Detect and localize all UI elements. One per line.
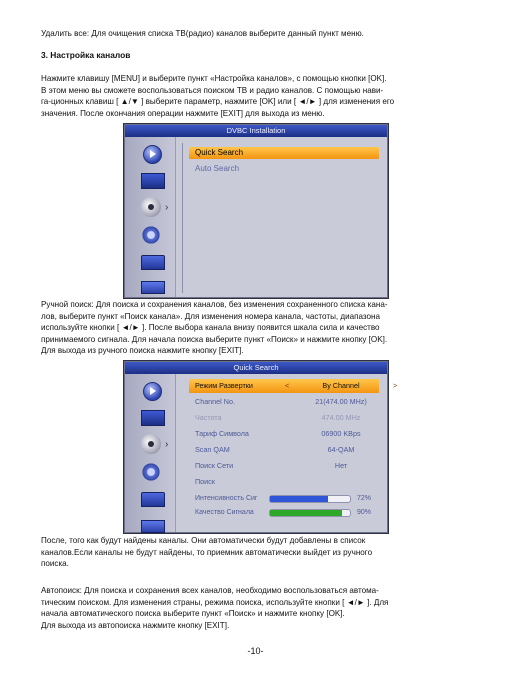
page-number: -10- xyxy=(247,646,264,656)
text-line: Ручной поиск: Для поиска и сохранения каналов, без изменения сохраненного списка кана- xyxy=(41,300,388,309)
row-scan-mode[interactable] xyxy=(189,379,398,393)
signal-quality-bar xyxy=(269,509,351,517)
menu-item-auto-search[interactable]: Auto Search xyxy=(195,164,240,173)
text-line: Автопоиск: Для поиска и сохранения всех каналов, необходимо воспользоваться автома- xyxy=(41,586,379,595)
text-line: Нажмите клавишу [MENU] и выберите пункт «Настройка каналов», с помощью кнопки [OK]. xyxy=(41,74,387,83)
row-label: Тариф Символа xyxy=(195,429,249,438)
menu-item-quick-search[interactable]: Quick Search xyxy=(189,147,379,159)
menu-icon-bar xyxy=(125,137,176,297)
row-value: 474.00 MHz xyxy=(321,413,361,422)
para-channel-setup xyxy=(41,73,477,119)
play-icon xyxy=(143,145,162,164)
screen-title: DVBC Installation xyxy=(125,125,387,137)
signal-strength-row xyxy=(189,492,379,505)
quick-search-screen xyxy=(124,361,398,533)
text-line: лов, выберите пункт «Поиск канала». Для изменения номера канала, частоты, диапазона xyxy=(41,311,381,321)
row-channel-no[interactable] xyxy=(189,395,379,409)
folder-icon xyxy=(141,492,165,507)
text-line: каналов.Если каналы не будут найдены, то приемник автоматически выйдет из ручного xyxy=(41,547,373,557)
play-icon xyxy=(143,382,162,401)
menu-icon-bar xyxy=(125,374,176,532)
storage-icon xyxy=(141,281,165,294)
signal-strength-fill xyxy=(270,496,328,502)
row-label: Channel No. xyxy=(195,397,235,406)
para-after-search xyxy=(41,535,477,570)
row-scan-qam[interactable] xyxy=(189,443,379,457)
section-heading: 3. Настройка каналов xyxy=(41,50,131,60)
text-line: В этом меню вы сможете воспользоваться поиском ТВ и радио каналов. С помощью нави- xyxy=(41,85,384,95)
text-line: Для выхода из ручного поиска нажмите кнопку [EXIT]. xyxy=(41,346,244,356)
text-line: принимаемого сигнала. Для начала поиска выберите пункт «Поиск» и нажмите кнопку [OK]. xyxy=(41,334,388,344)
row-label: Частота xyxy=(195,413,222,422)
text-line: га-ционных клавиш [ ▲/▼ ] выберите параметр, нажмите [OK] или [ ◄/► ] для изменения его xyxy=(41,97,395,107)
folder-icon xyxy=(141,255,165,270)
row-value: 21(474.00 MHz) xyxy=(315,397,367,406)
satellite-dish-icon xyxy=(141,434,161,454)
row-label: Поиск Сети xyxy=(195,461,234,470)
storage-icon xyxy=(141,520,165,533)
row-search[interactable] xyxy=(189,475,379,489)
text-line: значения. После окончания операции нажмите [EXIT] для выхода из меню. xyxy=(41,108,325,118)
row-value: Нет xyxy=(334,461,348,470)
gear-icon xyxy=(141,225,161,245)
row-label: Режим Развертки xyxy=(195,381,253,390)
row-value: By Channel xyxy=(322,381,360,390)
satellite-dish-icon xyxy=(141,197,161,217)
text-line: После, того как будут найдены каналы. Они автоматически будут добавлены в список xyxy=(41,536,366,545)
row-network-search[interactable] xyxy=(189,459,379,473)
dvbc-installation-screen xyxy=(124,124,388,298)
signal-strength-percent: 72% xyxy=(357,495,372,502)
monitor-icon xyxy=(141,173,165,189)
row-value: 64-QAM xyxy=(327,445,355,454)
signal-quality-label: Качество Сигнала xyxy=(195,509,254,516)
menu-list xyxy=(181,137,383,297)
text-line: поиска. xyxy=(41,559,69,569)
signal-quality-row xyxy=(189,506,379,519)
chevron-right-icon: › xyxy=(165,439,169,450)
signal-strength-label: Интенсивность Сиг xyxy=(195,495,258,502)
para-manual-search xyxy=(41,299,477,357)
text-line: используйте кнопки [ ◄/► ]. После выбора канала внизу появится шкала сила и качество xyxy=(41,323,380,333)
arrow-left-icon[interactable]: < xyxy=(285,381,290,390)
signal-quality-fill xyxy=(270,510,342,516)
row-value: 06900 KBps xyxy=(321,429,361,438)
signal-quality-percent: 90% xyxy=(357,509,372,516)
text-line: тическим поиском. Для изменения страны, режима поиска, используйте кнопки [ ◄/► ]. Для xyxy=(41,597,389,607)
para-auto-search xyxy=(41,585,477,631)
row-label: Поиск xyxy=(195,477,215,486)
gear-icon xyxy=(141,462,161,482)
text-line: начала автоматического поиска выберите пункт «Поиск» и нажмите кнопку [OK]. xyxy=(41,609,345,619)
screen-title: Quick Search xyxy=(125,362,387,374)
arrow-right-icon[interactable]: > xyxy=(393,381,398,390)
row-symbol-rate[interactable] xyxy=(189,427,379,441)
para-delete-all: Удалить все: Для очищения списка ТВ(радио) каналов выберите данный пункт меню. xyxy=(41,29,364,38)
chevron-right-icon: › xyxy=(165,202,169,213)
monitor-icon xyxy=(141,410,165,426)
row-frequency[interactable] xyxy=(189,411,379,425)
row-label: Scan QAM xyxy=(195,445,230,454)
settings-list xyxy=(181,374,398,532)
text-line: Для выхода из автопоиска нажмите кнопку [EXIT]. xyxy=(41,620,230,630)
signal-strength-bar xyxy=(269,495,351,503)
